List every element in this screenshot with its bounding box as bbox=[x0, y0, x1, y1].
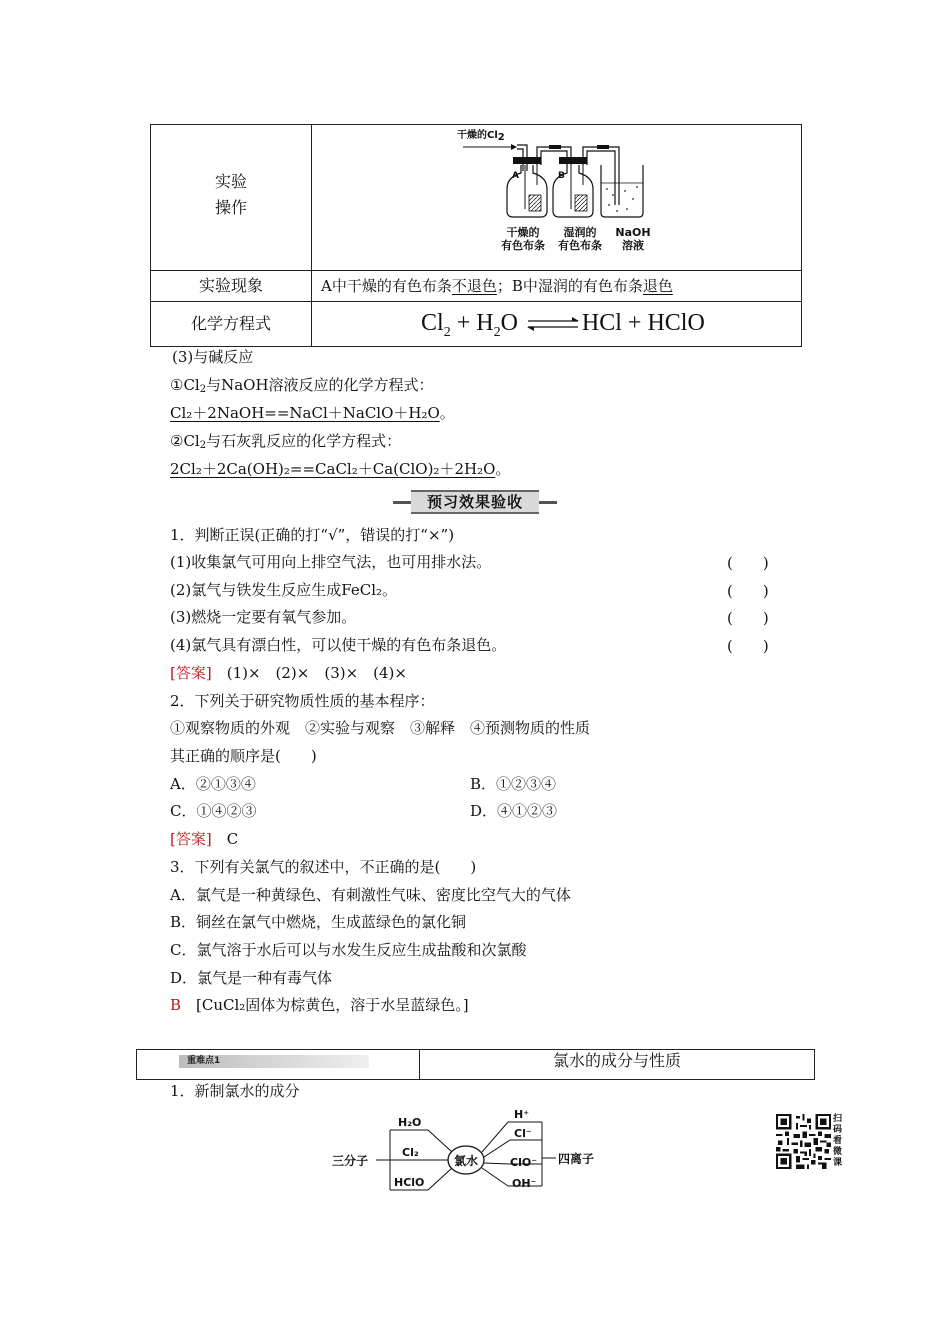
ion-cl: Cl⁻ bbox=[514, 1127, 532, 1140]
q3-option-b: B．铜丝在氯气中燃烧，生成蓝绿色的氯化铜 bbox=[170, 913, 467, 931]
qr-caption: 扫码看微课 bbox=[833, 1114, 843, 1168]
q1-stem: 1．判断正误(正确的打“√”，错误的打“×”) bbox=[170, 526, 455, 544]
q1-answer-blank: ( ) bbox=[727, 637, 769, 655]
q1-answer-blank: ( ) bbox=[727, 609, 769, 627]
q1-item: (1)收集氯气可用向上排空气法，也可用排水法。 bbox=[170, 553, 492, 571]
table-divider bbox=[311, 125, 312, 346]
key-point-title: 氯水的成分与性质 bbox=[552, 1051, 681, 1070]
phenomenon-label: 实验现象 bbox=[198, 276, 263, 295]
hydrolysis-equation: $Cl_2 + H_2O$ HCl + HClO bbox=[421, 310, 705, 340]
q2-option-b: B．①②③④ bbox=[470, 775, 557, 793]
q1-item: (4)氯气具有漂白性，可以使干燥的有色布条退色。 bbox=[170, 636, 507, 654]
lime-question: $②Cl_2$与石灰乳反应的化学方程式： bbox=[170, 432, 402, 451]
q1-answer-blank: ( ) bbox=[727, 582, 769, 600]
q3-option-c: C．氯气溶于水后可以与水发生反应生成盐酸和次氯酸 bbox=[170, 941, 527, 959]
label-naoh: NaOH 溶液 bbox=[615, 226, 651, 252]
q2-stem: 2．下列关于研究物质性质的基本程序： bbox=[170, 692, 435, 710]
molecule-h2o: H₂O bbox=[398, 1116, 422, 1129]
q1-item: (3)燃烧一定要有氧气参加。 bbox=[170, 608, 357, 626]
molecules-label: 三分子 bbox=[332, 1154, 369, 1168]
q2-answer: [答案] C bbox=[170, 830, 239, 848]
operation-label: 实验 操作 bbox=[214, 172, 247, 217]
key-point-header bbox=[136, 1049, 815, 1080]
q3-option-d: D．氯气是一种有毒气体 bbox=[170, 969, 333, 987]
bottle-b-label: B bbox=[558, 171, 565, 181]
lime-equation: 2Cl₂＋2Ca(OH)₂==CaCl₂＋Ca(ClO)₂＋2H₂O。 bbox=[170, 460, 511, 478]
q2-option-a: A．②①③④ bbox=[170, 775, 256, 793]
molecule-cl2: Cl₂ bbox=[402, 1146, 419, 1159]
ions-label: 四离子 bbox=[558, 1152, 595, 1166]
ion-h: H⁺ bbox=[514, 1108, 530, 1121]
q2-option-c: C．①④②③ bbox=[170, 802, 257, 820]
gas-label: 干燥的$Cl_2$ bbox=[457, 130, 505, 143]
label-b: 湿润的 有色布条 bbox=[558, 226, 602, 252]
q3-stem: 3．下列有关氯气的叙述中，不正确的是( ) bbox=[170, 858, 477, 876]
experiment-table bbox=[150, 124, 802, 347]
ion-clo: ClO⁻ bbox=[510, 1156, 538, 1169]
chlorine-water-label: 氯水 bbox=[454, 1154, 479, 1168]
q3-option-a: A．氯气是一种黄绿色、有刺激性气味、密度比空气大的气体 bbox=[170, 886, 571, 904]
composition-heading: 1．新制氯水的成分 bbox=[170, 1082, 300, 1100]
q1-item: (2)氯气与铁发生反应生成FeCl₂。 bbox=[170, 581, 398, 599]
naoh-equation: Cl₂＋2NaOH==NaCl＋NaClO＋H₂O。 bbox=[170, 404, 455, 422]
key-point-tag: 重难点1 bbox=[179, 1055, 369, 1068]
ion-oh: OH⁻ bbox=[512, 1177, 537, 1190]
q3-answer: B [CuCl₂固体为棕黄色，溶于水呈蓝绿色。] bbox=[170, 996, 469, 1014]
qr-code-icon[interactable] bbox=[776, 1114, 831, 1169]
base-heading: (3)与碱反应 bbox=[172, 348, 254, 366]
q1-answer-blank: ( ) bbox=[727, 554, 769, 572]
phenomenon-text: A中干燥的有色布条不退色；B中湿润的有色布条退色 bbox=[321, 277, 673, 295]
label-a: 干燥的 有色布条 bbox=[501, 226, 545, 252]
section-banner bbox=[393, 490, 557, 514]
naoh-question: $①Cl_2$与NaOH溶液反应的化学方程式： bbox=[170, 376, 434, 395]
q2-option-d: D．④①②③ bbox=[470, 802, 558, 820]
molecule-hclo: HClO bbox=[394, 1176, 425, 1189]
q1-answer: [答案] (1)× (2)× (3)× (4)× bbox=[170, 664, 407, 682]
equation-label: 化学方程式 bbox=[190, 314, 271, 333]
q2-steps: ①观察物质的外观 ②实验与观察 ③解释 ④预测物质的性质 bbox=[170, 719, 591, 737]
reversible-arrow bbox=[526, 314, 580, 334]
banner-title: 预习效果验收 bbox=[411, 490, 539, 514]
bottle-a-label: A bbox=[512, 171, 519, 181]
q2-ask: 其正确的顺序是( ) bbox=[170, 747, 317, 765]
